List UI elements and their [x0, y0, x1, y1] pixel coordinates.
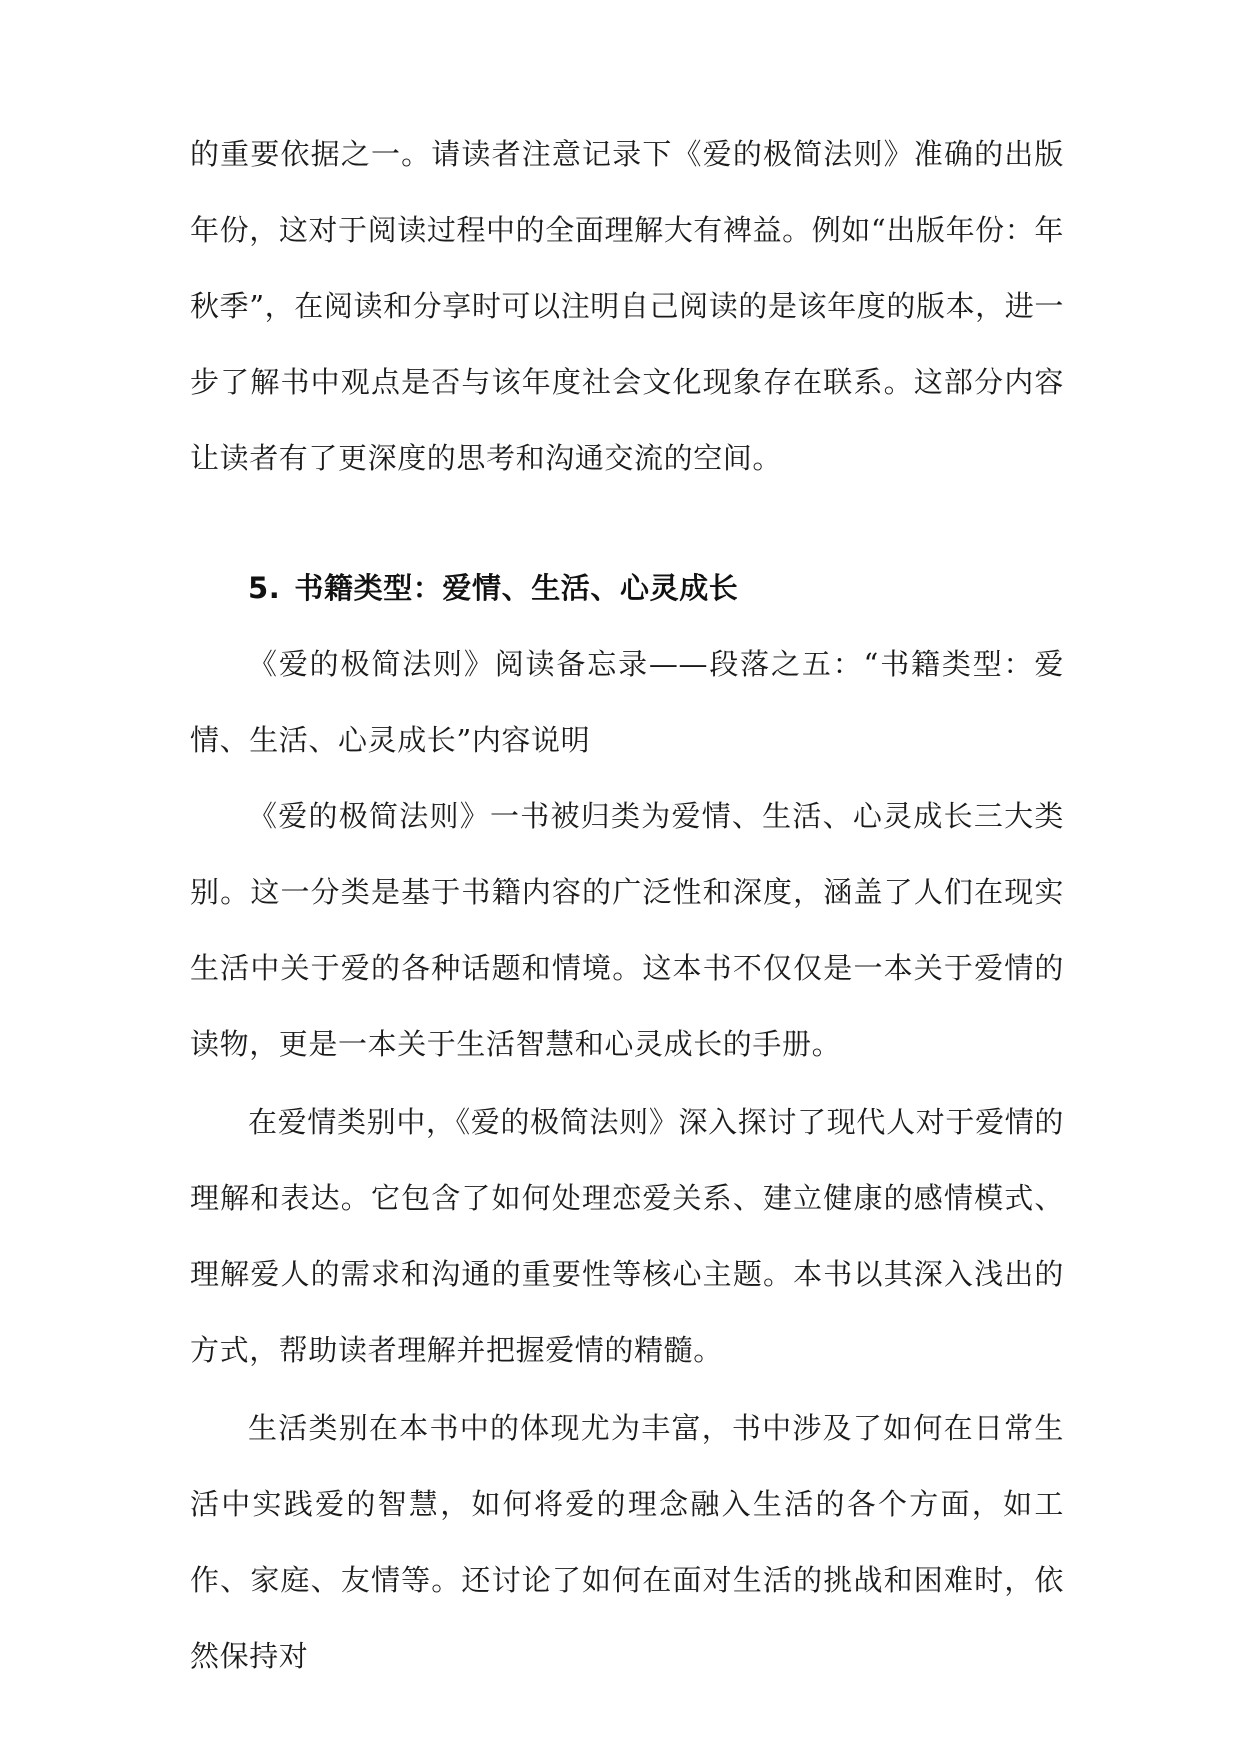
paragraph-publication-year: 的重要依据之一。请读者注意记录下《爱的极简法则》准确的出版年份，这对于阅读过程中的全面理解大有裨益。例如“出版年份：年秋季”，在阅读和分享时可以注明自己阅读的是该年度的版本，进一步了解书中观点是否与该年度社会文化现象存在联系。这部分内容让读者有了更深度的思考和沟通交流的空间。 [190, 137, 1064, 475]
section-number: 5. [248, 571, 281, 605]
section-heading [248, 550, 738, 626]
section-title: 书籍类型：爱情、生活、心灵成长 [294, 571, 739, 605]
paragraph-memo-intro: 《爱的极简法则》阅读备忘录——段落之五：“书籍类型：爱情、生活、心灵成长”内容说明 [190, 647, 1064, 757]
paragraph-life-category: 生活类别在本书中的体现尤为丰富，书中涉及了如何在日常生活中实践爱的智慧，如何将爱的理念融入生活的各个方面，如工作、家庭、友情等。还讨论了如何在面对生活的挑战和困难时，依然保持对 [190, 1411, 1064, 1673]
paragraph-classification: 《爱的极简法则》一书被归类为爱情、生活、心灵成长三大类别。这一分类是基于书籍内容的广泛性和深度，涵盖了人们在现实生活中关于爱的各种话题和情境。这本书不仅仅是一本关于爱情的读物，更是一本关于生活智慧和心灵成长的手册。 [190, 799, 1064, 1061]
paragraph-love-category: 在爱情类别中，《爱的极简法则》深入探讨了现代人对于爱情的理解和表达。它包含了如何处理恋爱关系、建立健康的感情模式、理解爱人的需求和沟通的重要性等核心主题。本书以其深入浅出的方式，帮助读者理解并把握爱情的精髓。 [190, 1105, 1064, 1367]
